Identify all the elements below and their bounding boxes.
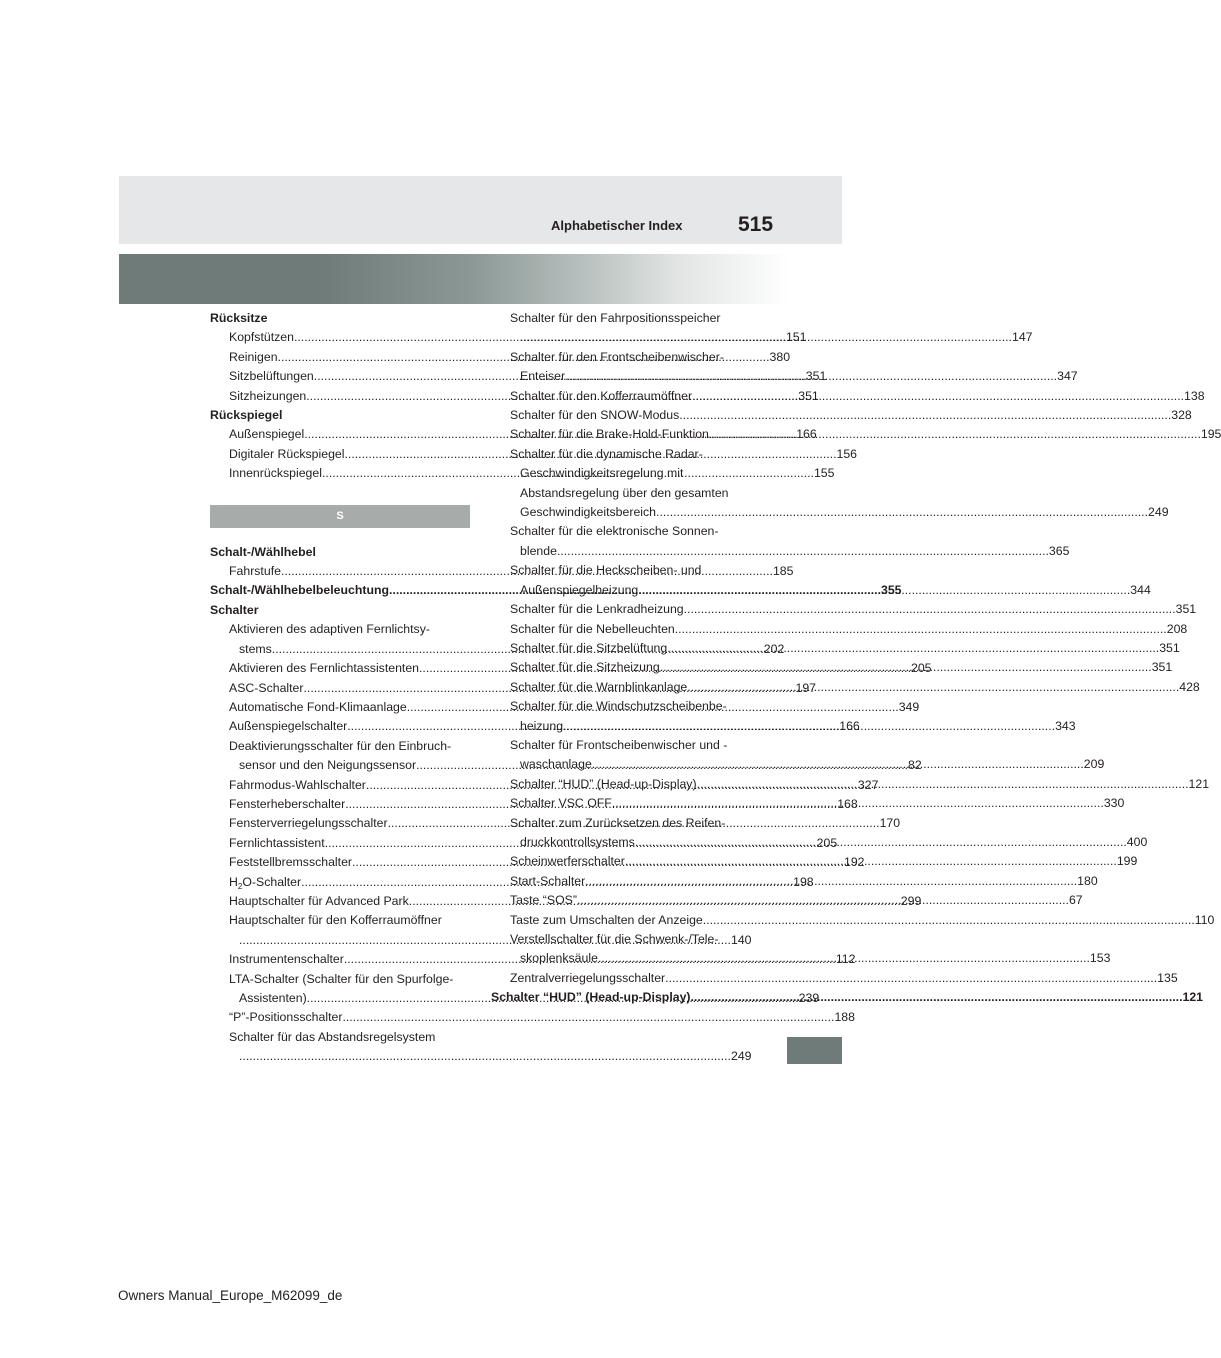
entry-label: Enteiser bbox=[520, 369, 566, 384]
entry-page: 195 bbox=[1200, 427, 1221, 442]
entry-label: Schalter für den SNOW-Modus bbox=[510, 408, 680, 423]
section-title: Alphabetischer Index bbox=[551, 218, 683, 233]
entry-label-line: Aktivieren des adaptiven Fernlichtsy- bbox=[229, 622, 430, 637]
entry-page: 82 bbox=[908, 758, 922, 773]
entry-label: Schalt-/Wählhebelbeleuchtung bbox=[210, 583, 390, 598]
entry-label: “P”-Positionsschalter bbox=[229, 1010, 343, 1025]
entry-page: 205 bbox=[816, 835, 838, 850]
entry-page: 355 bbox=[881, 583, 902, 598]
index-heading bbox=[210, 543, 470, 562]
entry-label: ASC-Schalter bbox=[229, 680, 304, 695]
side-tab bbox=[787, 1037, 842, 1064]
entry-page: 249 bbox=[1148, 505, 1169, 520]
entry-label: sensor und den Neigungssensor bbox=[239, 758, 417, 773]
entry-page: 166 bbox=[796, 427, 817, 442]
entry-page: 138 bbox=[1184, 388, 1205, 403]
entry-label-line: Schalter für die elektronische Sonnen- bbox=[510, 524, 719, 539]
entry-label-line: Schalter für Frontscheibenwischer und - bbox=[510, 737, 728, 752]
entry-page: 328 bbox=[1171, 408, 1192, 423]
entry-label-line: Verstellschalter für die Schwenk-/Tele- bbox=[510, 932, 719, 946]
entry-label-line: Deaktivierungsschalter für den Einbruch- bbox=[229, 738, 452, 753]
entry-page: 330 bbox=[1103, 796, 1125, 811]
entry-page: 67 bbox=[1068, 893, 1083, 908]
entry-page: 299 bbox=[900, 893, 922, 908]
header-band bbox=[119, 176, 842, 244]
entry-label-line: LTA-Schalter (Schalter für den Spurfolge- bbox=[229, 971, 454, 986]
entry-page: 180 bbox=[1077, 873, 1098, 888]
entry-page: 155 bbox=[813, 466, 835, 481]
entry-label: blende bbox=[520, 543, 557, 558]
entry-page: 170 bbox=[879, 816, 901, 831]
index-heading-label: Rücksitze bbox=[210, 311, 268, 325]
entry-label: Fensterheberschalter bbox=[229, 796, 346, 811]
entry-label-line: Schalter für das Abstandsregelsystem bbox=[229, 1029, 436, 1044]
entry-label: skoplenksäule bbox=[520, 951, 598, 966]
entry-label: Schalter VSC OFF bbox=[510, 796, 612, 811]
entry-label: Schalter für die Nebelleuchten bbox=[510, 621, 675, 636]
entry-page: 140 bbox=[730, 932, 752, 947]
entry-label: Digitaler Rückspiegel bbox=[229, 446, 345, 461]
index-heading-label: Rückspiegel bbox=[210, 408, 283, 423]
entry-label: Assistenten) bbox=[239, 991, 307, 1005]
entry-label: Schalter für die Brake-Hold-Funktion bbox=[510, 427, 709, 442]
entry-label: Sitzheizungen bbox=[229, 388, 307, 403]
index-entry[interactable] bbox=[210, 328, 807, 347]
entry-page: 121 bbox=[1188, 776, 1210, 791]
entry-page: 365 bbox=[1048, 543, 1070, 558]
entry-page: 380 bbox=[769, 349, 791, 364]
entry-label-subscript: 2 bbox=[237, 881, 243, 891]
entry-label-part: H bbox=[229, 874, 238, 889]
entry-label-line: Schalter für die Heckscheiben- und bbox=[510, 563, 702, 578]
entry-label: Zentralverriegelungsschalter bbox=[510, 970, 666, 985]
entry-page: 209 bbox=[1083, 757, 1105, 772]
entry-label: Automatische Fond-Klimaanlage bbox=[229, 699, 407, 714]
entry-page: 151 bbox=[785, 330, 807, 345]
entry-label bbox=[229, 873, 301, 892]
index-heading bbox=[210, 601, 470, 620]
entry-page: 351 bbox=[1175, 602, 1197, 617]
index-heading bbox=[210, 309, 470, 328]
entry-page: 168 bbox=[837, 796, 858, 811]
index-entry[interactable] bbox=[491, 600, 1197, 619]
entry-label-line: Schalter für die dynamische Radar- bbox=[510, 446, 703, 461]
entry-label: Instrumentenschalter bbox=[229, 952, 344, 967]
entry-label: Innenrückspiegel bbox=[229, 466, 322, 481]
entry-page: 208 bbox=[1166, 621, 1188, 636]
entry-page: 192 bbox=[844, 855, 865, 870]
entry-page: 327 bbox=[857, 777, 879, 792]
index-entry[interactable] bbox=[491, 522, 1070, 561]
entry-label-line: Schalter für die Windschutzscheibenbe- bbox=[510, 699, 727, 714]
entry-label: Hauptschalter für Advanced Park bbox=[229, 893, 409, 908]
index-entry[interactable] bbox=[210, 1028, 752, 1067]
entry-label: Kopfstützen bbox=[229, 330, 294, 345]
index-entry[interactable] bbox=[491, 620, 1188, 639]
entry-label: heizung bbox=[520, 718, 564, 733]
entry-page: 135 bbox=[1157, 970, 1178, 985]
entry-label: Schalter “HUD” (Head-up-Display) bbox=[510, 776, 697, 791]
letter-divider-s: S bbox=[210, 505, 470, 528]
entry-label: Fensterverriegelungsschalter bbox=[229, 816, 388, 831]
entry-page: 349 bbox=[898, 699, 920, 714]
entry-label: Schalter für die Warnblinkanlage bbox=[510, 679, 688, 694]
index-entry[interactable] bbox=[491, 911, 1215, 930]
entry-page: 343 bbox=[1055, 718, 1076, 733]
entry-page: 351 bbox=[1151, 660, 1173, 675]
entry-page: 202 bbox=[763, 641, 785, 656]
entry-label: Schalter für den Kofferraumöffner bbox=[510, 388, 693, 403]
entry-label: Aktivieren des Fernlichtassistenten bbox=[229, 661, 420, 676]
entry-page: 199 bbox=[1116, 854, 1138, 869]
entry-page: 153 bbox=[1089, 951, 1111, 966]
entry-label: Fahrmodus-Wahlschalter bbox=[229, 777, 366, 792]
entry-page: 400 bbox=[1126, 834, 1148, 849]
entry-page: 188 bbox=[834, 1010, 855, 1025]
entry-label-line: Abstandsregelung über den gesamten bbox=[520, 485, 729, 500]
entry-page: 197 bbox=[795, 680, 817, 695]
entry-page: 185 bbox=[772, 564, 794, 579]
page-number: 515 bbox=[738, 213, 774, 236]
index-entry[interactable] bbox=[210, 1008, 855, 1027]
index-entry[interactable] bbox=[491, 969, 1178, 988]
entry-label-line: Geschwindigkeitsregelung mit bbox=[520, 466, 684, 481]
footer-doc-id: Owners Manual_Europe_M62099_de bbox=[118, 1288, 343, 1303]
entry-page: 351 bbox=[805, 369, 827, 384]
entry-label: waschanlage bbox=[520, 757, 592, 772]
header-gradient-bar bbox=[119, 254, 789, 304]
entry-label: Schalter für die Lenkradheizung bbox=[510, 602, 684, 617]
entry-label: Feststellbremsschalter bbox=[229, 855, 353, 870]
entry-page: 351 bbox=[1159, 640, 1180, 655]
entry-page: 121 bbox=[1182, 990, 1204, 1005]
entry-page: 239 bbox=[798, 991, 820, 1005]
entry-page: 347 bbox=[1057, 369, 1078, 384]
entry-label: Schalter “HUD” (Head-up-Display) bbox=[491, 990, 691, 1005]
entry-page: 205 bbox=[911, 661, 932, 676]
index-entry[interactable] bbox=[491, 406, 1192, 425]
entry-label: Schalter für die Sitzheizung bbox=[510, 660, 660, 675]
entry-label: Fernlichtassistent bbox=[229, 835, 325, 850]
entry-page: 198 bbox=[793, 874, 814, 889]
entry-label: Taste zum Umschalten der Anzeige bbox=[510, 912, 703, 927]
entry-label-line: Schalter zum Zurücksetzen des Reifen- bbox=[510, 815, 726, 830]
entry-page: 112 bbox=[835, 952, 856, 967]
entry-label: Sitzbelüftungen bbox=[229, 369, 314, 384]
entry-page: 147 bbox=[1011, 330, 1033, 345]
entry-label: Geschwindigkeitsbereich bbox=[520, 505, 657, 520]
entry-page: 166 bbox=[839, 719, 860, 734]
entry-label: Fahrstufe bbox=[229, 564, 281, 579]
entry-page: 344 bbox=[1130, 582, 1151, 597]
entry-label-line: Hauptschalter für den Kofferraumöffner bbox=[229, 913, 442, 928]
entry-label: Taste “SOS” bbox=[510, 893, 577, 908]
entry-page: 156 bbox=[836, 446, 858, 461]
entry-label: Reinigen bbox=[229, 349, 278, 364]
entry-label: Schalter für die Sitzbelüftung bbox=[510, 640, 668, 655]
entry-label-line: Schalter für den Fahrpositionsspeicher bbox=[510, 311, 721, 325]
entry-label-part: O-Schalter bbox=[242, 874, 302, 889]
entry-page: 249 bbox=[730, 1049, 752, 1064]
entry-label: Außenspiegelheizung bbox=[520, 582, 639, 597]
entry-label: druckkontrollsystems bbox=[520, 834, 635, 849]
entry-page: 428 bbox=[1179, 679, 1200, 694]
entry-page: 110 bbox=[1194, 912, 1215, 927]
entry-label: Scheinwerferschalter bbox=[510, 854, 625, 869]
index-heading-label: Schalt-/Wählhebel bbox=[210, 544, 316, 559]
entry-page: 351 bbox=[798, 388, 819, 403]
entry-label: Außenspiegelschalter bbox=[229, 719, 348, 734]
entry-label: Außenspiegel bbox=[229, 427, 305, 442]
entry-label-line: Schalter für den Frontscheibenwischer- bbox=[510, 349, 724, 364]
entry-label: Start-Schalter bbox=[510, 873, 586, 888]
index-heading bbox=[210, 406, 470, 425]
index-heading-label: Schalter bbox=[210, 602, 259, 617]
entry-label: stems bbox=[239, 641, 272, 656]
